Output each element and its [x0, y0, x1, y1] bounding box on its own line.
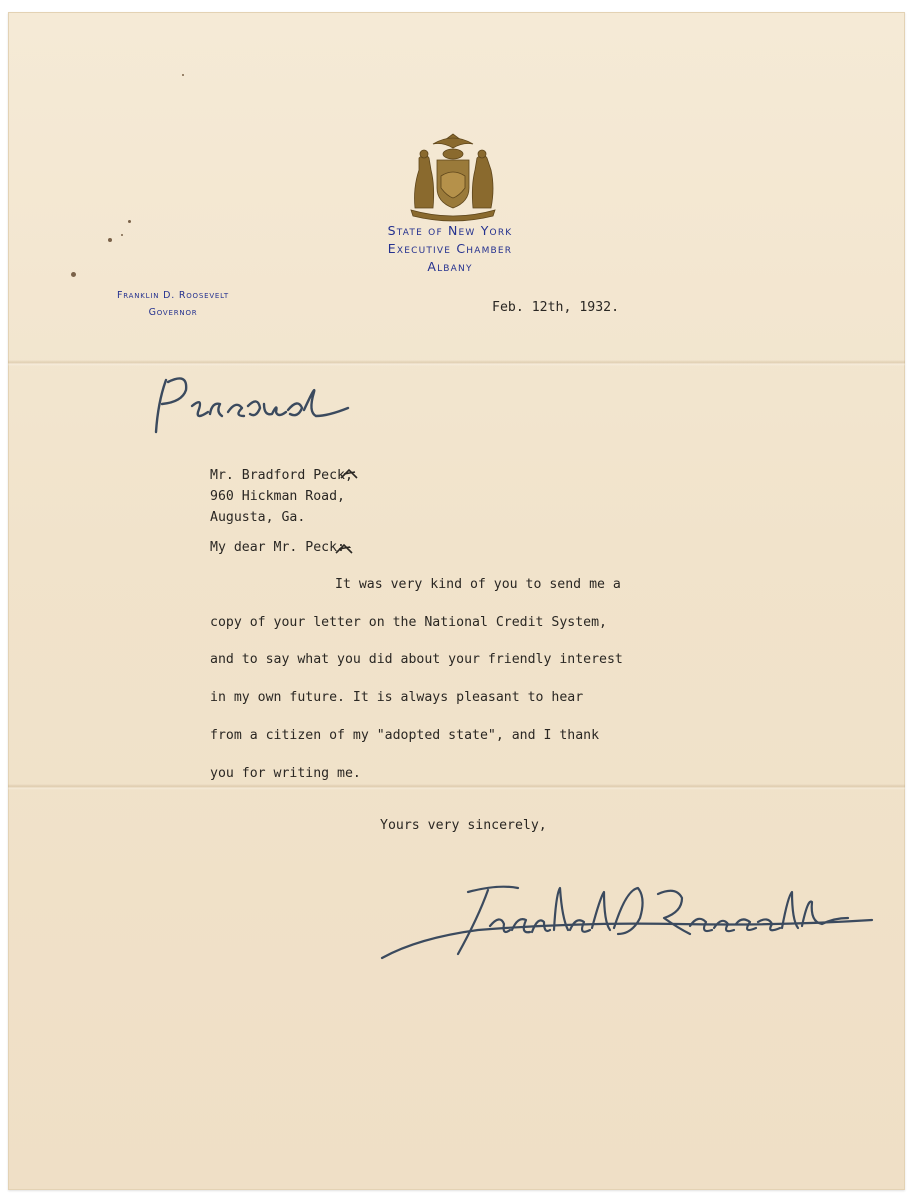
letterhead-city: Albany	[427, 259, 473, 274]
salutation: My dear Mr. Peck:-	[210, 540, 353, 555]
recipient-street: 960 Hickman Road,	[210, 489, 345, 504]
paper-speck	[71, 272, 76, 277]
body-line: and to say what you did about your friendly interest	[210, 652, 623, 667]
recipient-name: Mr. Bradford Peck,	[210, 468, 353, 483]
letterhead-state: State of New York	[387, 223, 513, 238]
recipient-city: Augusta, Ga.	[210, 510, 306, 525]
sender-block	[88, 287, 258, 321]
body-line: in my own future. It is always pleasant to hear	[210, 690, 584, 705]
sender-title: Governor	[148, 307, 198, 318]
ink-correction-mark	[340, 468, 358, 480]
paper-speck	[121, 234, 123, 236]
personal-annotation-text: Personal	[148, 372, 152, 373]
sender-name: Franklin D. Roosevelt	[117, 290, 229, 301]
paper-speck	[128, 220, 131, 223]
signature	[378, 878, 878, 968]
paper-speck	[108, 238, 112, 242]
letterhead	[330, 222, 570, 276]
body-line: copy of your letter on the National Credit System,	[210, 615, 607, 630]
fold-line-upper	[8, 360, 905, 366]
body-line: you for writing me.	[210, 766, 361, 781]
paper-speck	[182, 74, 184, 76]
personal-annotation	[148, 372, 358, 442]
letter-date: Feb. 12th, 1932.	[492, 300, 620, 315]
signature-text: Franklin D Roosevelt	[378, 878, 387, 879]
state-seal-icon	[405, 130, 501, 222]
body-line: from a citizen of my "adopted state", and I thank	[210, 728, 600, 743]
letterhead-chamber: Executive Chamber	[387, 241, 513, 256]
fold-line-lower	[8, 784, 905, 790]
body-line: It was very kind of you to send me a	[335, 577, 621, 592]
closing: Yours very sincerely,	[380, 818, 547, 833]
